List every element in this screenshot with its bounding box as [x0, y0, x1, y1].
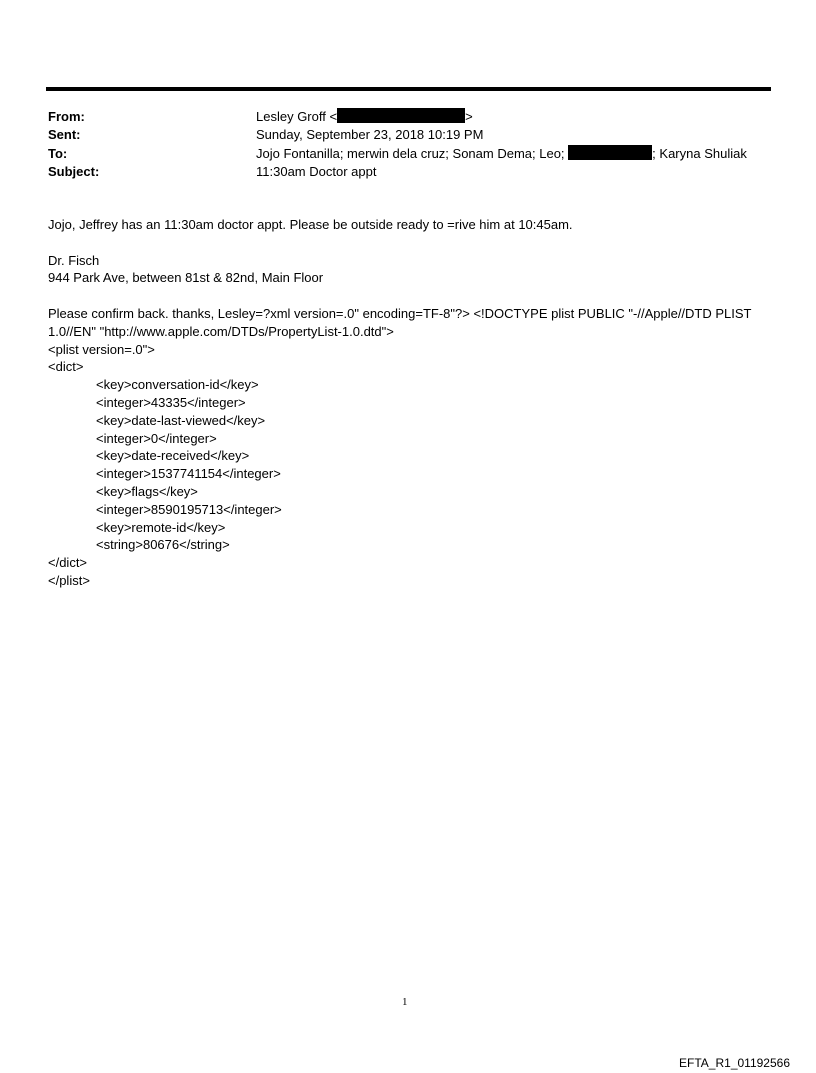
from-value	[256, 108, 473, 126]
dict-line: <integer>1537741154</integer>	[96, 466, 281, 482]
from-label: From:	[48, 109, 85, 124]
bates-number: EFTA_R1_01192566	[679, 1056, 790, 1070]
dict-line: <key>flags</key>	[96, 483, 198, 499]
body-line: <plist version=.0">	[48, 341, 155, 357]
from-name: Lesley Groff <	[256, 109, 338, 124]
body-line: Jojo, Jeffrey has an 11:30am doctor appt. Please be outside ready to =rive him at 10:45am.	[48, 217, 573, 232]
body-line: </plist>	[48, 572, 90, 588]
subject-label: Subject:	[48, 163, 100, 179]
header-rule	[46, 87, 771, 91]
body-line: 1.0//EN" "http://www.apple.com/DTDs/PropertyList-1.0.dtd">	[48, 323, 394, 339]
body-line: <dict>	[48, 359, 84, 375]
subject-value: 11:30am Doctor appt	[256, 163, 377, 179]
to-recipients: Jojo Fontanilla; merwin dela cruz; Sonam Dema; Leo;	[256, 145, 565, 161]
body-line: </dict>	[48, 555, 88, 571]
to-recipients-end: ; Karyna Shuliak	[652, 145, 747, 161]
dict-line: <integer>43335</integer>	[96, 394, 246, 410]
from-suffix: >	[465, 109, 473, 124]
dict-line: <key>remote-id</key>	[96, 519, 226, 535]
body-line: Dr. Fisch	[48, 252, 100, 268]
redaction-box	[568, 145, 652, 160]
sent-label: Sent:	[48, 127, 81, 143]
page-number: 1	[402, 996, 408, 1008]
dict-line: <key>date-last-viewed</key>	[96, 412, 266, 428]
body-line: Please confirm back. thanks, Lesley=?xml version=.0" encoding=TF-8"?> <!DOCTYPE plist PUBLIC "-//Apple//DTD PLIST	[48, 305, 752, 321]
dict-line: <integer>8590195713</integer>	[96, 501, 282, 517]
body-line: 944 Park Ave, between 81st & 82nd, Main Floor	[48, 270, 324, 286]
dict-line: <string>80676</string>	[96, 537, 230, 553]
sent-value: Sunday, September 23, 2018 10:19 PM	[256, 127, 484, 143]
dict-line: <integer>0</integer>	[96, 430, 217, 446]
to-value	[256, 145, 747, 163]
to-label: To:	[48, 145, 68, 161]
email-body	[48, 216, 768, 590]
dict-line: <key>conversation-id</key>	[96, 377, 259, 393]
dict-line: <key>date-received</key>	[96, 448, 250, 464]
redaction-box	[337, 108, 465, 123]
